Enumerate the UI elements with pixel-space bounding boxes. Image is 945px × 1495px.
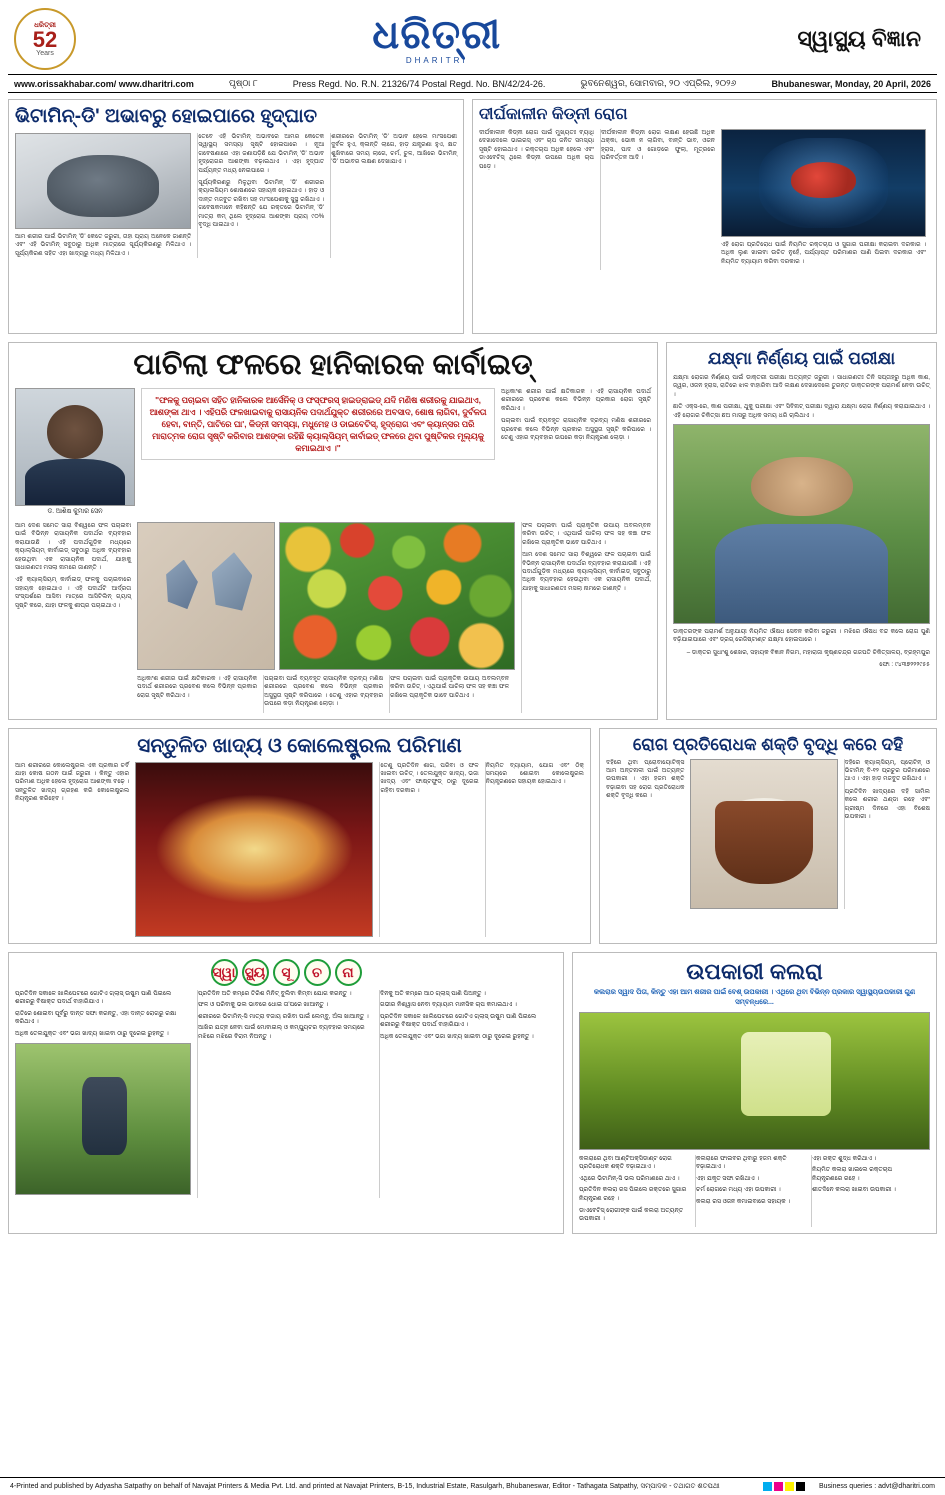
- tip-item: ଶରୀରରେ ଭିଟାମିନ୍‌-ସି ମାତ୍ରା ବଜାୟ ରଖିବା ପାଇଁ ଲେମ୍ବୁ, ଅଁଳା ଖାଆନ୍ତୁ ।: [198, 1012, 369, 1020]
- paragraph: ଦୀର୍ଘକାଳୀନ କିଡ୍‌ନୀ ରୋଗ ଲକ୍ଷଣ ହେଉଛି ଅଧିକ ଥକ୍‌କା, ଭୋକ ନ ଲାଗିବା, ବାନ୍ତି ଭାବ, ଓଜନ ହ୍ରାସ, ପାଦ ଓ ଗୋଡ଼ରେ ଫୁଲା, ମୂତ୍ରରେ ପରିବର୍ତ୍ତନ ଆଦି ।: [601, 129, 715, 162]
- article-headline: ଯକ୍ଷ୍ମା ନିର୍ଣ୍ଣୟ ପାଇଁ ପରୀକ୍ଷା: [707, 349, 896, 368]
- article-column-2: [844, 759, 930, 909]
- paragraph: ତେବେ ଏହି ଭିଟାମିନ୍ ଅଭାବରେ ଆମର କେତେକ ସ୍ୱାସ୍ଥ୍ୟ ସମସ୍ୟା ସୃଷ୍ଟି ହୋଇପାରେ । ନୂଆ ଗବେଷଣାରେ ଏହା ଜଣାପଡ଼ିଛି ଯେ ଭିଟାମିନ୍ 'ଡି' ଅଭାବ ହୃଦ୍‌ରୋଗର ଆଶଙ୍କା ବଢ଼ାଇଥାଏ । ଏହା ହୃଦ୍‌ଘାତ ପର୍ଯ୍ୟନ୍ତ ମଧ୍ୟ ନେଇପାରେ ।: [198, 133, 325, 174]
- paragraph: ଆମ ଦେଶ ସମେତ ସାରା ବିଶ୍ୱରେ ଫଳ ପଚାଇବା ପାଇଁ ବିଭିନ୍ନ ରାସାୟନିକ ପଦାର୍ଥର ବ୍ୟବହାର କରାଯାଉଛି । ଏହି ପଦାର୍ଥଗୁଡ଼ିକ ମଧ୍ୟରେ କ୍ୟାଲ୍‌ସିୟମ୍‌ କାର୍ବାଇଡ୍‌ ସବୁଠାରୁ ଅଧିକ ବ୍ୟବହାର ହେଉଥିବା ଏକ ରାସାୟନିକ ପଦାର୍ଥ, ଯାହାକୁ ସାଧାରଣତଃ ମସଲା ନାମରେ ଜାଣନ୍ତି ।: [15, 522, 132, 572]
- paragraph: ଆମ ଦେଶ ସମେତ ସାରା ବିଶ୍ୱରେ ଫଳ ପଚାଇବା ପାଇଁ ବିଭିନ୍ନ ରାସାୟନିକ ପଦାର୍ଥର ବ୍ୟବହାର କରାଯାଉଛି । ଏହି ପଦାର୍ଥଗୁଡ଼ିକ ମଧ୍ୟରେ କ୍ୟାଲ୍‌ସିୟମ୍‌ କାର୍ବାଇଡ୍‌ ସବୁଠାରୁ ଅଧିକ ବ୍ୟବହାର ହେଉଥିବା ଏକ ରାସାୟନିକ ପଦାର୍ଥ, ଯାହାକୁ ସାଧାରଣତଃ ମସଲା ନାମରେ ଜାଣନ୍ତି ।: [522, 551, 651, 592]
- paragraph: ତେଣୁ ପ୍ରତିଦିନ ଶାଗ, ପରିବା ଓ ଫଳ ଖାଇବା ଉଚିତ୍ । ତେଲଯୁକ୍ତ ଖାଦ୍ୟ, ଭଜା ଖାଦ୍ୟ ଏବଂ ଫାଷ୍ଟଫୁଡ୍ ଠାରୁ ଦୂରେଇ ରହିବା ଦରକାର ।: [380, 761, 479, 794]
- paper-title-block: [76, 14, 797, 65]
- karela-column-1: [579, 1155, 689, 1227]
- benefit-item: କଲରାରେ ଫାଇବର ଥିବାରୁ ହଜମ ଶକ୍ତି ବଢ଼ାଇଥାଏ ।: [696, 1154, 787, 1171]
- footer-imprint: [0, 1477, 945, 1495]
- anniversary-number: 52: [32, 26, 58, 52]
- feature-column-5: [521, 522, 651, 713]
- top-stories-row: [8, 99, 937, 334]
- benefit-item: ଚର୍ମ ରୋଗରେ ମଧ୍ୟ ଏହା ଉପକାରୀ ।: [696, 1186, 781, 1194]
- masthead: [8, 6, 937, 72]
- paragraph: ପଚାଇବା ପାଇଁ ବ୍ୟବହୃତ ରାସାୟନିକ ଦ୍ରବ୍ୟ ମଣିଷ ଶରୀରରେ ପ୍ରବେଶ କଲେ ବିଭିନ୍ନ ପ୍ରକାର ଅସୁସ୍ଥତା ସୃଷ୍ଟି କରିପାରେ । ତେଣୁ ଏହାର ବ୍ୟବହାର ଉପରେ କଡ଼ା ନିୟନ୍ତ୍ରଣ ଲୋଡ଼ା ।: [501, 417, 651, 442]
- business-queries[interactable]: Business queries : advt@dharitri.com: [818, 1483, 935, 1490]
- cmyk-registration-marks: [763, 1482, 805, 1491]
- tips-column-2: [197, 990, 373, 1198]
- paragraph: ଦହିରେ ଥିବା ପ୍ରୋବାୟୋଟିକ୍ସ ଆମ ଅନ୍ତନାଳୀ ପାଇଁ ଅତ୍ୟନ୍ତ ଉପକାରୀ । ଏହା ହଜମ ଶକ୍ତି ବଢ଼ାଇବା ସହ ରୋଗ ପ୍ରତିରୋଧକ ଶକ୍ତି ବୃଦ୍ଧି କରେ ।: [606, 758, 685, 800]
- paragraph: ଛାତି ଏକ୍ସ-ରେ, କାଶ ପରୀକ୍ଷା, ଥୁକୁ ପରୀକ୍ଷା ଏବଂ ସିବିନାଟ୍ ପରୀକ୍ଷା ଦ୍ୱାରା ଯକ୍ଷ୍ମା ରୋଗ ନିର୍ଣ୍ଣୟ କରାଯାଇଥାଏ । ଏହି ରୋଗର ଚିକିତ୍ସା ଛଅ ମାସରୁ ଅଧିକ ସମୟ ଧରି ଚାଲିଥାଏ ।: [673, 403, 930, 419]
- bottom-stories-row: [8, 952, 937, 1234]
- paper-title-roman: DHARITRI: [405, 55, 468, 65]
- middle-stories-row: [8, 728, 937, 944]
- paragraph: ଶରୀରରେ ଭିଟାମିନ୍ 'ଡି' ଅଭାବ ହେଲେ ମାଂସପେଶୀ ଦୁର୍ବଳ ହୁଏ, କ୍ଳାନ୍ତି ଲାଗେ, ହାଡ଼ ଯନ୍ତ୍ରଣା ହୁଏ, କ୍ଷତ ଶୁଖିବାରେ ସମୟ ଲାଗେ, ଚର୍ମ, ଚୁଳ, ଆଖିରେ ଭିଟାମିନ୍ 'ଡି' ଅଭାବର ଲକ୍ଷଣ ଦେଖାଯାଏ ।: [331, 133, 458, 166]
- pull-quote: "ଫଳକୁ ପଚାଇବା ସହିତ ହାନିକାରକ ଆର୍ସେନିକ୍‌ ଓ ଫସ୍‌ଫରସ୍‌ ହାଇଡ୍ରାଇଡ୍‌ ଯଦି ମଣିଷ ଶରୀରକୁ ଯାଇଥାଏ, ଆଶଙ୍କା ଥାଏ । ଏହିପରି ଫଳଖାଇବାକୁ ରାସାୟନିକ ପଦାର୍ଥଯୁକ୍ତ ଶରୀରରେ ଅବସାଦ, ଶୋଷ ଲାଗିବା, ଦୁର୍ବଳତା ହେବା, ବାନ୍ତି, ପାଟିରେ ଘା', କିଡ୍‌ନୀ ସମସ୍ୟା, ମଧୁମେହ ଓ ଡାଇବେଟିସ୍‌, ହୃଦ୍‌ରୋଗ ଏବଂ କ୍ୟାନ୍‌ସର ପରି ମାରାତ୍ମକ ରୋଗ ସୃଷ୍ଟି କରିବାର ଆଶଙ୍କା ରହିଛି କ୍ୟାଲ୍‌ସିୟମ୍‌ କାର୍ବାଇଡ୍‌ ଫଳରେ ଥିବା ପୁଷ୍ଟିକର ମୂଲ୍ୟକୁ କମାଇଥାଏ ।": [141, 388, 495, 460]
- article-tb-test: [666, 342, 937, 720]
- dateline-odia: ଭୁବନେଶ୍ୱର, ସୋମବାର, ୨୦ ଏପ୍ରିଲ, ୨୦୨୬: [580, 78, 737, 88]
- article-column-1: [15, 762, 129, 937]
- paragraph: ସୂର୍ଯ୍ୟକିରଣରୁ ମିଳୁଥିବା ଭିଟାମିନ୍ 'ଡି' ଶରୀରର କ୍ୟାଲସିୟମ ଶୋଷଣରେ ସହାୟକ ହୋଇଥାଏ । ହାଡ଼ ଓ ଦାନ୍ତ ମଜବୁତ ରଖିବା ସହ ମାଂସପେଶୀକୁ ସୁସ୍ଥ ରଖିଥାଏ । ଗବେଷକମାନେ କହିଛନ୍ତି ଯେ ରକ୍ତରେ ଭିଟାମିନ୍ 'ଡି' ମାତ୍ରା କମ୍ ଥିଲେ ହୃଦ୍‌ରୋଗ ଆଶଙ୍କା ପ୍ରାୟ ୯୦% ବୃଦ୍ଧି ପାଇଥାଏ ।: [198, 179, 325, 229]
- paper-title: ଧରିତ୍ରୀ: [372, 12, 502, 57]
- curd-pot-photo: [690, 759, 837, 909]
- article-column-1: [197, 133, 324, 258]
- paragraph: ଅଧିକାଂଶ ଶରୀର ପାଇଁ କ୍ଷତିକାରକ । ଏହି ରାସାୟନିକ ପଦାର୍ଥ ଶରୀରରେ ପ୍ରବେଶ କଲେ ବିଭିନ୍ନ ପ୍ରକାର ରୋଗ ସୃଷ୍ଟି କରିଥାଏ ।: [137, 675, 258, 699]
- benefit-item: ପ୍ରତିଦିନ କଲରା ରସ ପିଇଲେ ରକ୍ତରେ ସୁଗାର ନିୟନ୍ତ୍ରଣ ରହେ ।: [579, 1186, 687, 1202]
- tips-letter: ସୂ: [273, 959, 300, 986]
- paragraph: ଦହିରେ କ୍ୟାଲ୍‌ସିୟମ୍‌, ପ୍ରୋଟିନ୍ ଓ ଭିଟାମିନ୍ ବି-୧୨ ପ୍ରଚୁର ପରିମାଣରେ ଥାଏ । ଏହା ହାଡ଼ ମଜବୁତ ରଖିଥାଏ ।: [844, 758, 930, 783]
- bitter-gourd-juice-photo: [579, 1012, 930, 1150]
- paragraph: ଏହି କ୍ୟାଲ୍‌ସିୟମ୍‌ କାର୍ବାଇଡ୍‌ ଫଳକୁ ପଚାଇବାରେ ସହାୟକ ହୋଇଥାଏ । ଏହି ପଦାର୍ଥଟି ଆର୍ଦ୍ରତା ସଂସ୍ପର୍ଶରେ ଆସିବା ମାତ୍ରେ ଆସିଟିଲିନ୍‌ ଗ୍ୟାସ୍‌ ସୃଷ୍ଟି କରେ, ଯାହା ଫଳକୁ ଶୀଘ୍ର ପଚାଇଥାଏ ।: [15, 576, 132, 609]
- page-number: ପୃଷ୍ଠା ୮: [229, 78, 258, 88]
- paragraph: ପଚାଇବା ପାଇଁ ବ୍ୟବହୃତ ରାସାୟନିକ ଦ୍ରବ୍ୟ ମଣିଷ ଶରୀରରେ ପ୍ରବେଶ କଲେ ବିଭିନ୍ନ ପ୍ରକାର ଅସୁସ୍ଥତା ସୃଷ୍ଟି କରିପାରେ । ତେଣୁ ଏହାର ବ୍ୟବହାର ଉପରେ କଡ଼ା ନିୟନ୍ତ୍ରଣ ଲୋଡ଼ା ।: [264, 675, 384, 708]
- tip-item: ଆଖିର ଯତ୍ନ ନେବା ପାଇଁ ମୋବାଇଲ୍ ଓ କମ୍ପ୍ୟୁଟର ବ୍ୟବହାର ସମୟରେ ମଝିରେ ମଝିରେ ବିରାମ ନିଅନ୍ତୁ ।: [198, 1024, 365, 1040]
- article-kidney-disease: [472, 99, 937, 334]
- article-column-1: [479, 129, 594, 270]
- tips-column-1: [15, 990, 191, 1198]
- health-tips-title: [15, 959, 557, 986]
- tip-item: ଫଳ ଓ ପରିବାକୁ ଭଲ ଭାବରେ ଧୋଇ ତା'ପରେ ଖାଆନ୍ତୁ ।: [198, 1001, 329, 1009]
- paragraph: ନିୟମିତ ବ୍ୟାୟାମ, ଯୋଗ ଏବଂ ଠିକ୍ ସମୟରେ ଶୋଇବା କୋଲେଷ୍ଟ୍ରଲ ନିୟନ୍ତ୍ରଣରେ ସହାୟକ ହୋଇଥାଏ ।: [485, 761, 584, 786]
- article-headline: ସନ୍ତୁଳିତ ଖାଦ୍ୟ ଓ କୋଲେଷ୍ଟ୍ରଲ ପରିମାଣ: [137, 734, 462, 757]
- imprint-text: 4-Printed and published by Adyasha Satpathy on behalf of Navajat Printers & Media Pvt. Ltd. and printed at Navajat Printers, B-15, Industrial Estate, Rasulgarh, Bhubaneswar, Editor - Tathagata Satpathy, ସମ୍ପାଦକ - ତଥାଗତ ଶତପଥୀ: [10, 1482, 720, 1490]
- article-vitamin-d: [8, 99, 464, 334]
- tip-item: ପ୍ରତିଦିନ ସକାଳେ ଖାଲିପେଟରେ ଗୋଟିଏ ଗ୍ଲାସ୍ ଉଷୁମ ପାଣି ପିଇଲେ ଶରୀରରୁ ବିଷାକ୍ତ ପଦାର୍ଥ ବାହାରିଯାଏ ।: [15, 989, 172, 1006]
- article-column-3: [721, 241, 926, 266]
- article-column-2: [379, 762, 478, 937]
- paragraph: ଫଳ ପଚାଇବା ପାଇଁ ପ୍ରାକୃତିକ ଉପାୟ ଅବଲମ୍ବନ କରିବା ଉଚିତ୍ । ଏଥିପାଇଁ ପାଚିଲା ଫଳ ସହ କଞ୍ଚା ଫଳ ରଖିଲେ ପ୍ରାକୃତିକ ଭାବେ ପାଚିଥାଏ ।: [522, 522, 651, 546]
- section-title: ସ୍ୱାସ୍ଥ୍ୟ ବିଜ୍ଞାନ: [797, 26, 921, 51]
- outdoor-gym-photo: [15, 1043, 191, 1195]
- article-curd: [599, 728, 937, 944]
- paragraph: ଫଳ ପଚାଇବା ପାଇଁ ପ୍ରାକୃତିକ ଉପାୟ ଅବଲମ୍ବନ କରିବା ଉଚିତ୍ । ଏଥିପାଇଁ ପାଚିଲା ଫଳ ସହ କଞ୍ଚା ଫଳ ରଖିଲେ ପ୍ରାକୃତିକ ଭାବେ ପାଚିଥାଏ ।: [390, 675, 510, 699]
- dateline-english: Bhubaneswar, Monday, 20 April, 2026: [771, 78, 931, 89]
- tips-letter: ସ୍ଥ୍ୟ: [242, 959, 269, 986]
- tips-column-3: [379, 990, 555, 1198]
- tip-item: ଅଧିକ ତେଲଯୁକ୍ତ ଏବଂ ଭଜା ଖାଦ୍ୟ ଖାଇବା ଠାରୁ ଦୂରେଇ ରୁହନ୍ତୁ ।: [380, 1033, 534, 1040]
- article-column-2: [600, 129, 715, 270]
- author-name: ଡ. ଆଶିଷ କୁମାର ସେନ: [47, 508, 103, 515]
- kidney-anatomy-photo: [721, 129, 926, 237]
- karela-column-2: [695, 1155, 805, 1227]
- article-subhead: କଲରାର ସ୍ୱାଦ ପିତା, କିନ୍ତୁ ଏହା ଆମ ଶରୀର ପାଇଁ ବେଶ୍ ଉପକାରୀ । ଏଥିରେ ଥିବା ବିଭିନ୍ନ ପ୍ରକାର ସ୍ୱାସ୍ଥ୍ୟଉପକାରୀ ଗୁଣ ସମ୍ବନ୍ଧରେ...: [593, 988, 916, 1006]
- anniversary-years-label: Years: [36, 49, 54, 57]
- article-cholesterol: [8, 728, 591, 944]
- benefit-item: ଡାଏବେଟିସ୍ ରୋଗୀଙ୍କ ପାଇଁ କଲରା ଅତ୍ୟନ୍ତ ଉପକାରୀ ।: [579, 1206, 684, 1223]
- article-headline: ଉପକାରୀ କଲରା: [686, 958, 823, 984]
- feature-column-4: [389, 675, 509, 713]
- benefit-item: ନିୟମିତ କଲରା ଖାଇଲେ ରକ୍ତଚାପ ନିୟନ୍ତ୍ରଣରେ ରହେ ।: [812, 1166, 893, 1182]
- article-column-2: [330, 133, 457, 258]
- article-body-2: [673, 628, 930, 670]
- article-bitter-gourd: [572, 952, 937, 1234]
- chest-pain-photo: [15, 133, 191, 229]
- benefit-item: ଏହା ରକ୍ତ ଶୁଦ୍ଧ କରିଥାଏ ।: [812, 1154, 877, 1162]
- carbide-stones-photo: [137, 522, 275, 670]
- coughing-man-photo: [673, 424, 930, 624]
- article-headline: ଦୀର୍ଘକାଳୀନ କିଡ୍‌ନୀ ରୋଗ: [479, 106, 628, 123]
- tip-item: ପ୍ରତିଦିନ ଅତି କମ୍‌ରେ ତିରିଶ ମିନିଟ୍ ବୁଲିବା କିମ୍ବା ଯୋଗ କରନ୍ତୁ ।: [198, 989, 352, 997]
- tip-item: ଅଧିକ ତେଲଯୁକ୍ତ ଏବଂ ଭଜା ଖାଦ୍ୟ ଖାଇବା ଠାରୁ ଦୂରେଇ ରୁହନ୍ତୁ ।: [15, 1030, 169, 1037]
- tips-letter: ସ୍ୱା: [211, 959, 238, 986]
- feature-headline: ପାଚିଲା ଫଳରେ ହାନିକାରକ କାର୍ବାଇଡ୍: [133, 349, 533, 381]
- info-bar: [8, 74, 937, 93]
- tips-letter: ଚ: [304, 959, 331, 986]
- article-column-1: [606, 759, 684, 909]
- artery-cholesterol-photo: [135, 762, 373, 937]
- tip-item: ରାତିରେ ଶୋଇବା ପୂର୍ବରୁ ଦାନ୍ତ ସଫା କରନ୍ତୁ, ଏହା ଦାନ୍ତ ରୋଗରୁ ରକ୍ଷା କରିଥାଏ ।: [15, 1009, 177, 1026]
- tip-item: ଗଭୀର ନିଶ୍ୱାସ ନେବା ବ୍ୟାୟାମ ମାନସିକ ଚାପ କମାଇଥାଏ ।: [380, 1001, 517, 1009]
- feature-row: [8, 342, 937, 720]
- fruits-photo: [279, 522, 515, 670]
- feature-column-top: [501, 388, 651, 516]
- byline: – ଡାକ୍ତର ସୁଧାଂଶୁ ଶେଖର, ସହାୟକ ବିଜ୍ଞାନ ନିଗମ, ମହାରାଜା କୃଷ୍ଣଚନ୍ଦ୍ର ଗଜପତି ଚିକିତ୍ସାଳୟ, ବ୍ରହ୍ମପୁର: [686, 648, 930, 656]
- anniversary-badge: [14, 8, 76, 70]
- article-headline: ଭିଟାମିନ୍‌-ଡି' ଅଭାବରୁ ହୋଇପାରେ ହୃଦ୍‌ଘାତ: [15, 106, 318, 127]
- anniversary-top-label: ଧରିତ୍ରୀ: [34, 21, 56, 29]
- article-headline: ରୋଗ ପ୍ରତିରୋଧକ ଶକ୍ତି ବୃଦ୍ଧି କରେ ଦହି: [632, 734, 904, 754]
- benefit-item: ଏହା ଯକୃତ ସଫା ରଖିଥାଏ ।: [696, 1174, 760, 1182]
- tips-letter: ନା: [335, 959, 362, 986]
- benefit-item: କଲରାରେ ଥିବା ଆଣ୍ଟିଅକ୍ସିଡାଣ୍ଟ ରୋଗ ପ୍ରତିରୋଧକ ଶକ୍ତି ବଢ଼ାଇଥାଏ ।: [579, 1154, 672, 1171]
- karela-column-3: [811, 1155, 921, 1227]
- paragraph: ଡାକ୍ତରଙ୍କ ପରାମର୍ଶ ଅନୁଯାୟୀ ନିୟମିତ ଔଷଧ ସେବନ କରିବା ଜରୁରୀ । ମଝିରେ ଔଷଧ ବନ୍ଦ କଲେ ରୋଗ ପୁଣି ବଢ଼ିଯାଇପାରେ ଏବଂ ଡ୍ରଗ୍ ରେଜିଷ୍ଟାଣ୍ଟ ଯକ୍ଷ୍ମା ହୋଇପାରେ ।: [673, 628, 930, 644]
- article-body: [673, 374, 930, 420]
- registration-info: Press Regd. No. R.N. 21326/74 Postal Regd. No. BN/42/24-26.: [292, 78, 546, 89]
- benefit-item: ଶୀତଦିନେ କଲରା ଖାଇବା ଉପକାରୀ ।: [812, 1186, 896, 1194]
- paragraph: ଏହି ରୋଗ ପ୍ରତିରୋଧ ପାଇଁ ନିୟମିତ ରକ୍ତଚାପ ଓ ସୁଗାର ପରୀକ୍ଷା କରାଇବା ଦରକାର । ଅଧିକ ଲୁଣ ଖାଇବା ଉଚିତ ନୁହେଁ, ପର୍ଯ୍ୟାପ୍ତ ପରିମାଣର ପାଣି ପିଇବା ଦରକାର ଏବଂ ନିୟମିତ ବ୍ୟାୟାମ କରିବା ଦରକାର ।: [721, 241, 926, 265]
- feature-column-3: [263, 675, 383, 713]
- paragraph: ଦୀର୍ଘକାଳୀନ କିଡ୍‌ନୀ ରୋଗ ପାଇଁ ମୁଖ୍ୟତଃ ବ୍ୟାଧି ଦେଖାଦେଲେ ଭାଇରସ୍‌ ଏବଂ ଚାପ ଜନିତ ସମସ୍ୟା ସୃଷ୍ଟି ହୋଇଥାଏ । ରକ୍ତଚାପ ଅଧିକ ହେଲେ ଏବଂ ଡାଏବେଟିସ୍‌ ଥିଲେ କିଡ୍‌ନୀ ଉପରେ ଅଧିକ ଚାପ ପଡ଼େ ।: [479, 129, 594, 170]
- feature-column-2: [137, 675, 257, 713]
- feature-column-1: [15, 522, 131, 713]
- benefit-item: ଏଥିରେ ଭିଟାମିନ୍‌-ସି ଭଲ ପରିମାଣରେ ଥାଏ ।: [579, 1174, 680, 1182]
- author-photo: [15, 388, 135, 506]
- paragraph: ଆମ ଶରୀରରେ କୋଲେଷ୍ଟ୍ରଲ ଏକ ପ୍ରକାର ଚର୍ବି ଯାହା କୋଷ ଗଠନ ପାଇଁ ଜରୁରୀ । କିନ୍ତୁ ଏହାର ପରିମାଣ ଅଧିକ ହେଲେ ହୃଦ୍‌ରୋଗ ଆଶଙ୍କା ବଢ଼େ । ସନ୍ତୁଳିତ ଖାଦ୍ୟ ଗ୍ରହଣ କରି କୋଲେଷ୍ଟ୍ରଲ ନିୟନ୍ତ୍ରଣ କରିହେବ ।: [15, 761, 130, 803]
- paragraph: ପ୍ରତିଦିନ ଖାଦ୍ୟରେ ଦହି ସାମିଲ କଲେ ଶରୀର ଥଣ୍ଡା ରହେ ଏବଂ ଗ୍ରୀଷ୍ମ ଦିନରେ ଏହା ବିଶେଷ ଉପକାରୀ ।: [844, 787, 930, 821]
- tip-item: ଦିନକୁ ଅତି କମ୍‌ରେ ଆଠ ଗ୍ଲାସ୍ ପାଣି ପିଅନ୍ତୁ ।: [380, 989, 486, 997]
- paragraph: ଅଧିକାଂଶ ଶରୀର ପାଇଁ କ୍ଷତିକାରକ । ଏହି ରାସାୟନିକ ପଦାର୍ଥ ଶରୀରରେ ପ୍ରବେଶ କଲେ ବିଭିନ୍ନ ପ୍ରକାର ରୋଗ ସୃଷ୍ଟି କରିଥାଏ ।: [501, 388, 651, 412]
- article-carbide-feature: [8, 342, 658, 720]
- health-tips-box: [8, 952, 564, 1234]
- article-column-3: [485, 762, 584, 937]
- photo-caption: ଆମ ଶରୀର ପାଇଁ ଭିଟାମିନ୍ 'ଡି' କେତେ ଜରୁରୀ, ତାହା ପ୍ରାୟ ଅନେକେ ଜାଣନ୍ତି ଏବଂ ଏହି ଭିଟାମିନ୍ ସବୁଠାରୁ ଅଧିକ ମାତ୍ରାରେ ସୂର୍ଯ୍ୟକିରଣରୁ ମିଳିଥାଏ । ସୂର୍ଯ୍ୟକିରଣ ସହିତ ଏହା ଖାଦ୍ୟରୁ ମଧ୍ୟ ମିଳିଥାଏ ।: [15, 233, 192, 257]
- benefit-item: କଲରା ରସ ଓଜନ କମାଇବାରେ ସହାୟକ ।: [696, 1198, 791, 1205]
- website-url[interactable]: www.orissakhabar.com/ www.dharitri.com: [14, 78, 194, 89]
- tip-item: ପ୍ରତିଦିନ ସକାଳେ ଖାଲିପେଟରେ ଗୋଟିଏ ଗ୍ଲାସ୍ ଉଷୁମ ପାଣି ପିଇଲେ ଶରୀରରୁ ବିଷାକ୍ତ ପଦାର୍ଥ ବାହାରିଯାଏ ।: [380, 1012, 537, 1029]
- contact-phone: ଫୋ : ୯୪୩୭୨୨୨୯୫୫: [879, 661, 930, 669]
- paragraph: ଯକ୍ଷ୍ମା ରୋଗର ନିର୍ଣ୍ଣୟ ପାଇଁ ଡାକ୍ତରୀ ପରୀକ୍ଷା ଅତ୍ୟନ୍ତ ଜରୁରୀ । ସାଧାରଣତଃ ତିନି ସପ୍ତାହରୁ ଅଧିକ କାଶ, ଜ୍ୱର, ଓଜନ ହ୍ରାସ, ରାତିରେ ଝାଳ ବାହାରିବା ଆଦି ଲକ୍ଷଣ ଦେଖାଦେଲେ ତୁରନ୍ତ ଡାକ୍ତରଙ୍କ ପରାମର୍ଶ ନେବା ଉଚିତ୍ ।: [673, 374, 930, 398]
